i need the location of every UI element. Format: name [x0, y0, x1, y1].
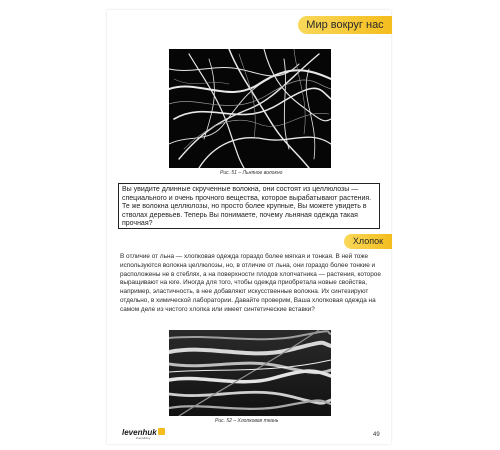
page-number: 49 [373, 432, 380, 438]
flax-note-box [118, 183, 380, 229]
brand-wordmark: levenhuk [122, 428, 157, 437]
cotton-body-text: В отличие от льна — хлопковая одежда гораздо более мягкая и тонкая. В ней тоже используются волокна целлюлозы, но, в отличие от льна, они гораздо более тонкие и расположены не в стеблях, а на поверхности плодов хлопчатника — растения, которое выращивают на юге. Иногда для того, чтобы одежда приобретала новые свойства, например, эластичность, в нее добавляют искусственные волокна. Их синтезируют отдельно, в химической лаборатории. Давайте проверим, Ваша хлопковая одежда на самом деле из чистого хлопка или имеет синтетические вставки? [120, 253, 381, 313]
flax-fiber-photo [169, 49, 331, 168]
cotton-figure-caption: Рис. 52 – Хлопковая ткань [215, 418, 279, 424]
chapter-title: Мир вокруг нас [306, 19, 384, 31]
flax-note-text: Вы увидите длинные скрученные волокна, они состоят из целлюлозы — специального и очень прочного вещества, которое вырабатывают растения. Те же волокна целлюлозы, но просто более крупные, Вы можете увидеть в стволах деревьев. Теперь Вы понимаете, почему льняная одежда такая прочная? [122, 186, 372, 228]
section-banner [344, 234, 392, 249]
cotton-fabric-image [169, 330, 331, 416]
section-title: Хлопок [352, 236, 384, 246]
brand-square-icon [158, 428, 165, 435]
flax-figure-caption: Рис. 51 – Льняное волокно [220, 170, 283, 176]
chapter-banner [298, 16, 392, 34]
cotton-fabric-photo [169, 330, 331, 416]
flax-fiber-image [169, 49, 331, 168]
brand-subtitle: Zoom&Joy [136, 436, 151, 440]
brand-logo [122, 428, 165, 440]
